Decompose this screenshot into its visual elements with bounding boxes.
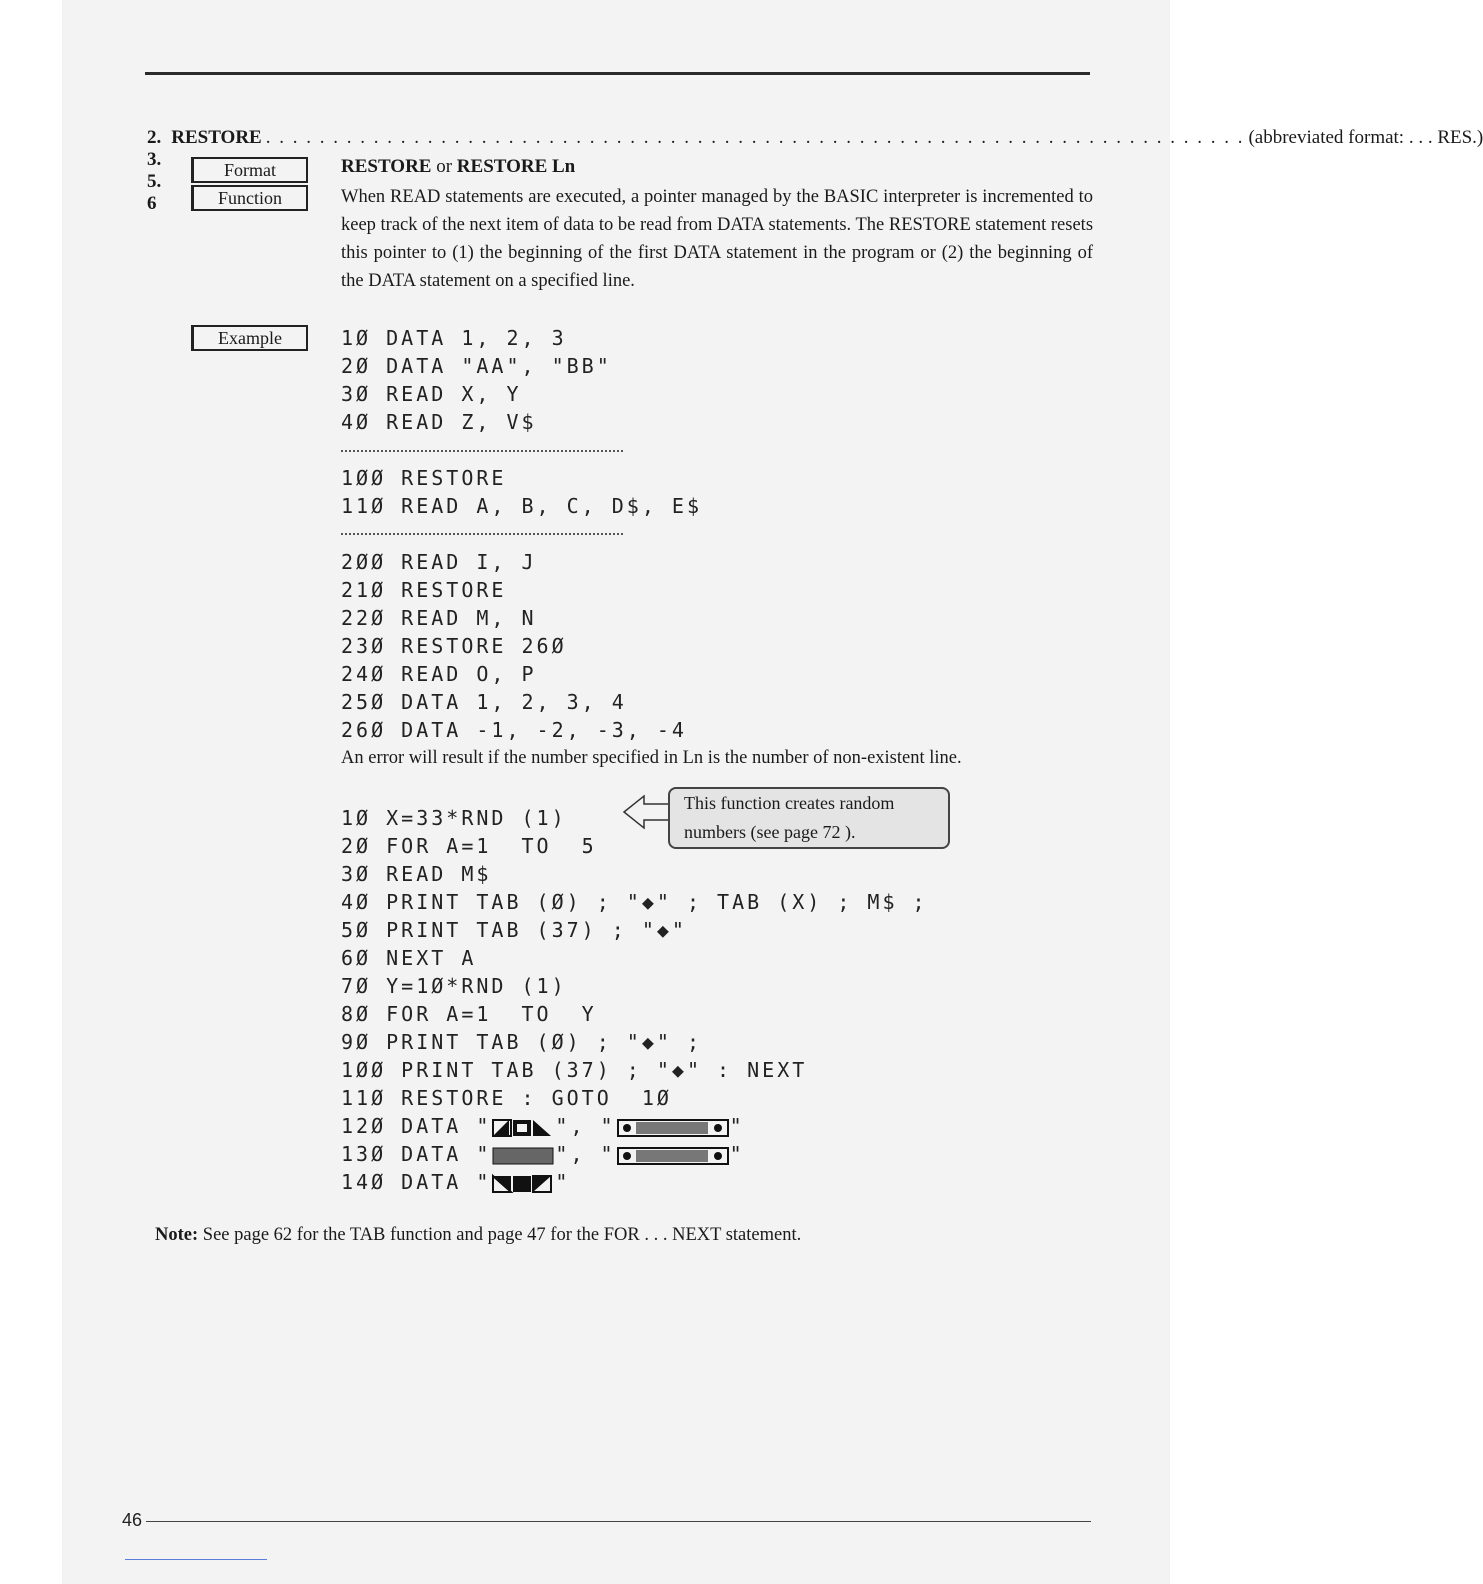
data-line-end: " (555, 1170, 571, 1194)
note-label: Note: (155, 1225, 199, 1245)
program-line: 6Ø NEXT A (341, 946, 477, 970)
example-code-line: 25Ø DATA 1, 2, 3, 4 (341, 690, 627, 714)
data-line-separator: ", " (555, 1114, 616, 1138)
program-line: 9Ø PRINT TAB (Ø) ; "◆" ; (341, 1030, 702, 1054)
graphic-characters-icon (493, 1119, 553, 1137)
data-line-separator: ", " (555, 1142, 616, 1166)
abbreviated-format: (abbreviated format: . . . RES.) (1248, 127, 1483, 148)
graphic-characters-icon (493, 1147, 553, 1165)
program-data-line (341, 1142, 745, 1166)
format-restore-ln: RESTORE Ln (456, 156, 576, 177)
example-code-line: 22Ø READ M, N (341, 606, 537, 630)
example-code-line: 11Ø READ A, B, C, D$, E$ (341, 494, 702, 518)
leader-dots: . . . . . . . . . . . . . . . . . . . . . . . . . . . . . . . . . . . . . . . . . . . . . . . . . . . . . . . . . . . . . . . . . . . . . . . . . (265, 127, 1245, 148)
program-line: 11Ø RESTORE : GOTO 1Ø (341, 1086, 672, 1110)
example-code-line: 1ØØ RESTORE (341, 466, 507, 490)
format-restore: RESTORE (341, 156, 432, 177)
graphic-characters-icon (493, 1175, 553, 1193)
program-line: 5Ø PRINT TAB (37) ; "◆" (341, 918, 687, 942)
function-description: When READ statements are executed, a pointer managed by the BASIC interpreter is incremented to keep track of the next item of data to be read from DATA statements. The RESTORE statement resets this pointer to (1) the beginning of the first DATA statement in the program or (2) the beginning of the DATA statement on a specified line. (341, 187, 1094, 291)
graphic-characters-icon (618, 1119, 728, 1137)
example-code-line: 2ØØ READ I, J (341, 550, 537, 574)
format-or: or (431, 156, 457, 177)
program-line: 1ØØ PRINT TAB (37) ; "◆" : NEXT (341, 1058, 808, 1082)
bottom-rule (146, 1521, 1091, 1522)
program-line: 2Ø FOR A=1 TO 5 (341, 834, 597, 858)
program-line: 4Ø PRINT TAB (Ø) ; "◆" ; TAB (X) ; M$ ; (341, 890, 928, 914)
data-line-end: " (729, 1114, 745, 1138)
section-number: 2. 3. 5. 6 (147, 127, 162, 214)
example-code-line: 23Ø RESTORE 26Ø (341, 634, 567, 658)
graphic-characters-icon (618, 1147, 728, 1165)
example-code-line: 21Ø RESTORE (341, 578, 507, 602)
example-code-line: 24Ø READ O, P (341, 662, 537, 686)
note-text: See page 62 for the TAB function and page 47 for the FOR . . . NEXT statement. (202, 1225, 802, 1245)
section-title: RESTORE (171, 127, 262, 148)
data-line-prefix: 12Ø DATA " (341, 1114, 492, 1138)
example-code-line: 4Ø READ Z, V$ (341, 410, 537, 434)
rnd-callout (668, 787, 950, 849)
page-number: 46 (122, 1510, 143, 1530)
example-label: Example (191, 325, 308, 351)
callout-arrow-icon (622, 792, 672, 832)
example-code-line: 1Ø DATA 1, 2, 3 (341, 326, 567, 350)
program-line: 1Ø X=33*RND (1) (341, 806, 567, 830)
program-line: 7Ø Y=1Ø*RND (1) (341, 974, 567, 998)
ellipsis-divider (341, 533, 623, 535)
callout-text-line: numbers (see page 72 ). (684, 822, 856, 842)
scan-edge-line (125, 1559, 267, 1560)
data-line-end: " (729, 1142, 745, 1166)
callout-text-line: This function creates random (684, 793, 895, 813)
error-note: An error will result if the number specified in Ln is the number of non-existent line. (341, 748, 962, 768)
example-code-line: 2Ø DATA "AA", "BB" (341, 354, 612, 378)
footnote (155, 1225, 801, 1246)
program-data-line (341, 1114, 745, 1138)
data-line-prefix: 13Ø DATA " (341, 1142, 492, 1166)
example-code-line: 26Ø DATA -1, -2, -3, -4 (341, 718, 687, 742)
ellipsis-divider (341, 450, 623, 452)
top-rule (145, 72, 1090, 75)
program-data-line (341, 1170, 570, 1194)
format-text (341, 156, 575, 178)
program-line: 3Ø READ M$ (341, 862, 492, 886)
function-label: Function (191, 185, 308, 211)
program-line: 8Ø FOR A=1 TO Y (341, 1002, 597, 1026)
example-code-line: 3Ø READ X, Y (341, 382, 522, 406)
format-label: Format (191, 157, 308, 183)
data-line-prefix: 14Ø DATA " (341, 1170, 492, 1194)
